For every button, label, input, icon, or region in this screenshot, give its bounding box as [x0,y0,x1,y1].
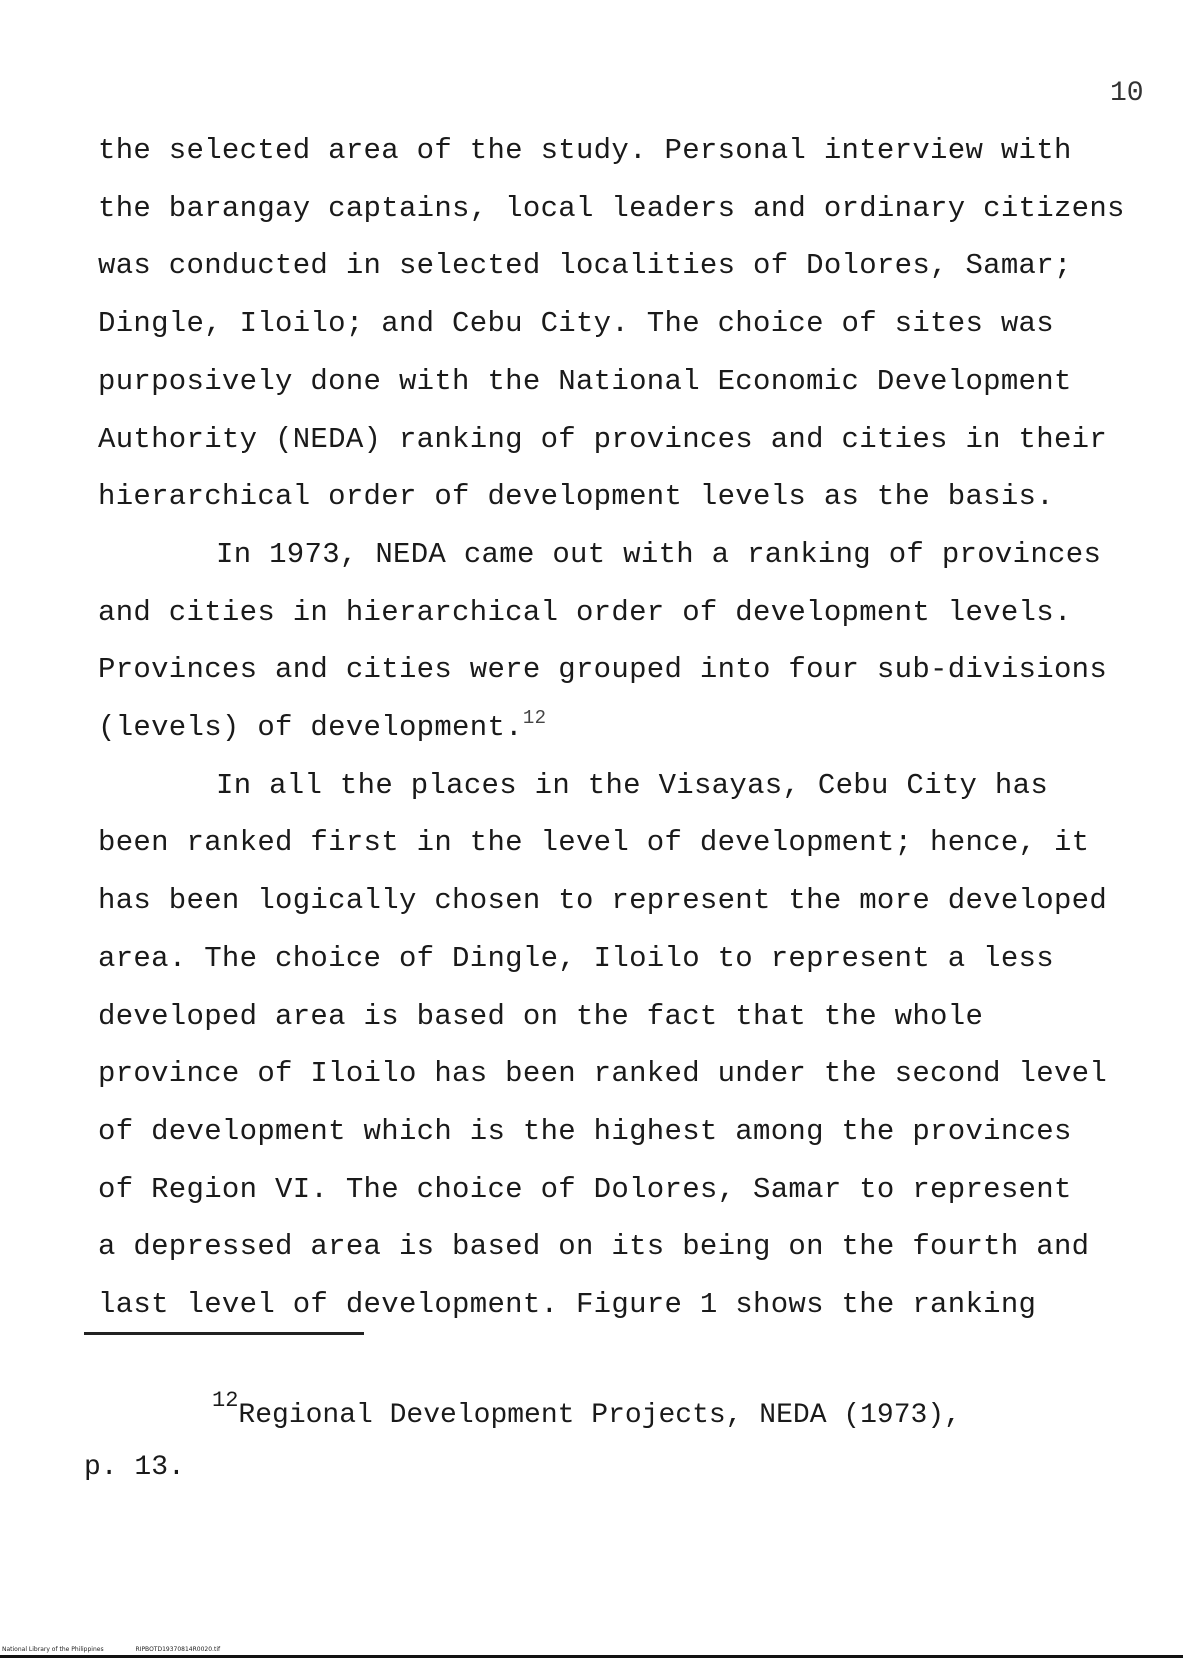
text-line: purposively done with the National Economic Development [98,364,1072,398]
footnote-first-line [84,1390,1134,1442]
text-line: of development which is the highest among the provinces [98,1114,1072,1148]
text-line: Provinces and cities were grouped into four sub-divisions [98,653,1108,687]
text-line: province of Iloilo has been ranked under the second level [98,1057,1108,1091]
text-line: was conducted in selected localities of Dolores, Samar; [98,249,1072,283]
file-id: RIPBOTD19370814R0020.tif [135,1646,221,1653]
text-line: In all the places in the Visayas, Cebu City has [216,768,1049,802]
text-line: area. The choice of Dingle, Iloilo to represent a less [98,941,1054,975]
text-line: Dingle, Iloilo; and Cebu City. The choice of sites was [98,307,1054,341]
text-line: of Region VI. The choice of Dolores, Samar to represent [98,1172,1072,1206]
scan-footer [2,1646,220,1653]
page-number: 10 [1110,78,1144,109]
text-line: and cities in hierarchical order of development levels. [98,595,1072,629]
text-line: been ranked first in the level of development; hence, it [98,826,1090,860]
body-text [98,122,1125,1334]
text-line: Authority (NEDA) ranking of provinces and cities in their [98,422,1108,456]
text-line: In 1973, NEDA came out with a ranking of provinces [216,537,1102,571]
text-line: hierarchical order of development levels as the basis. [98,480,1054,514]
text-line-with-footnote [98,699,1108,757]
footnote-marker: 12 [212,1388,239,1413]
text-line: developed area is based on the fact that the whole [98,999,984,1033]
footnote-text: Regional Development Projects, NEDA (1973), [238,1400,961,1431]
text-line: the selected area of the study. Personal interview with [98,134,1072,167]
footnote [84,1390,1134,1494]
text-line: last level of development. Figure 1 shows the ranking [98,1288,1037,1322]
text-line: (levels) of development. [98,711,523,745]
footnote-divider [84,1332,364,1335]
footnote-continuation: p. 13. [84,1452,185,1483]
text-line: a depressed area is based on its being on the fourth and [98,1230,1090,1264]
text-line: the barangay captains, local leaders and ordinary citizens [98,191,1125,225]
footnote-reference: 12 [522,707,547,730]
library-name: National Library of the Philippines [2,1646,104,1653]
text-line: has been logically chosen to represent the more developed [98,884,1108,918]
